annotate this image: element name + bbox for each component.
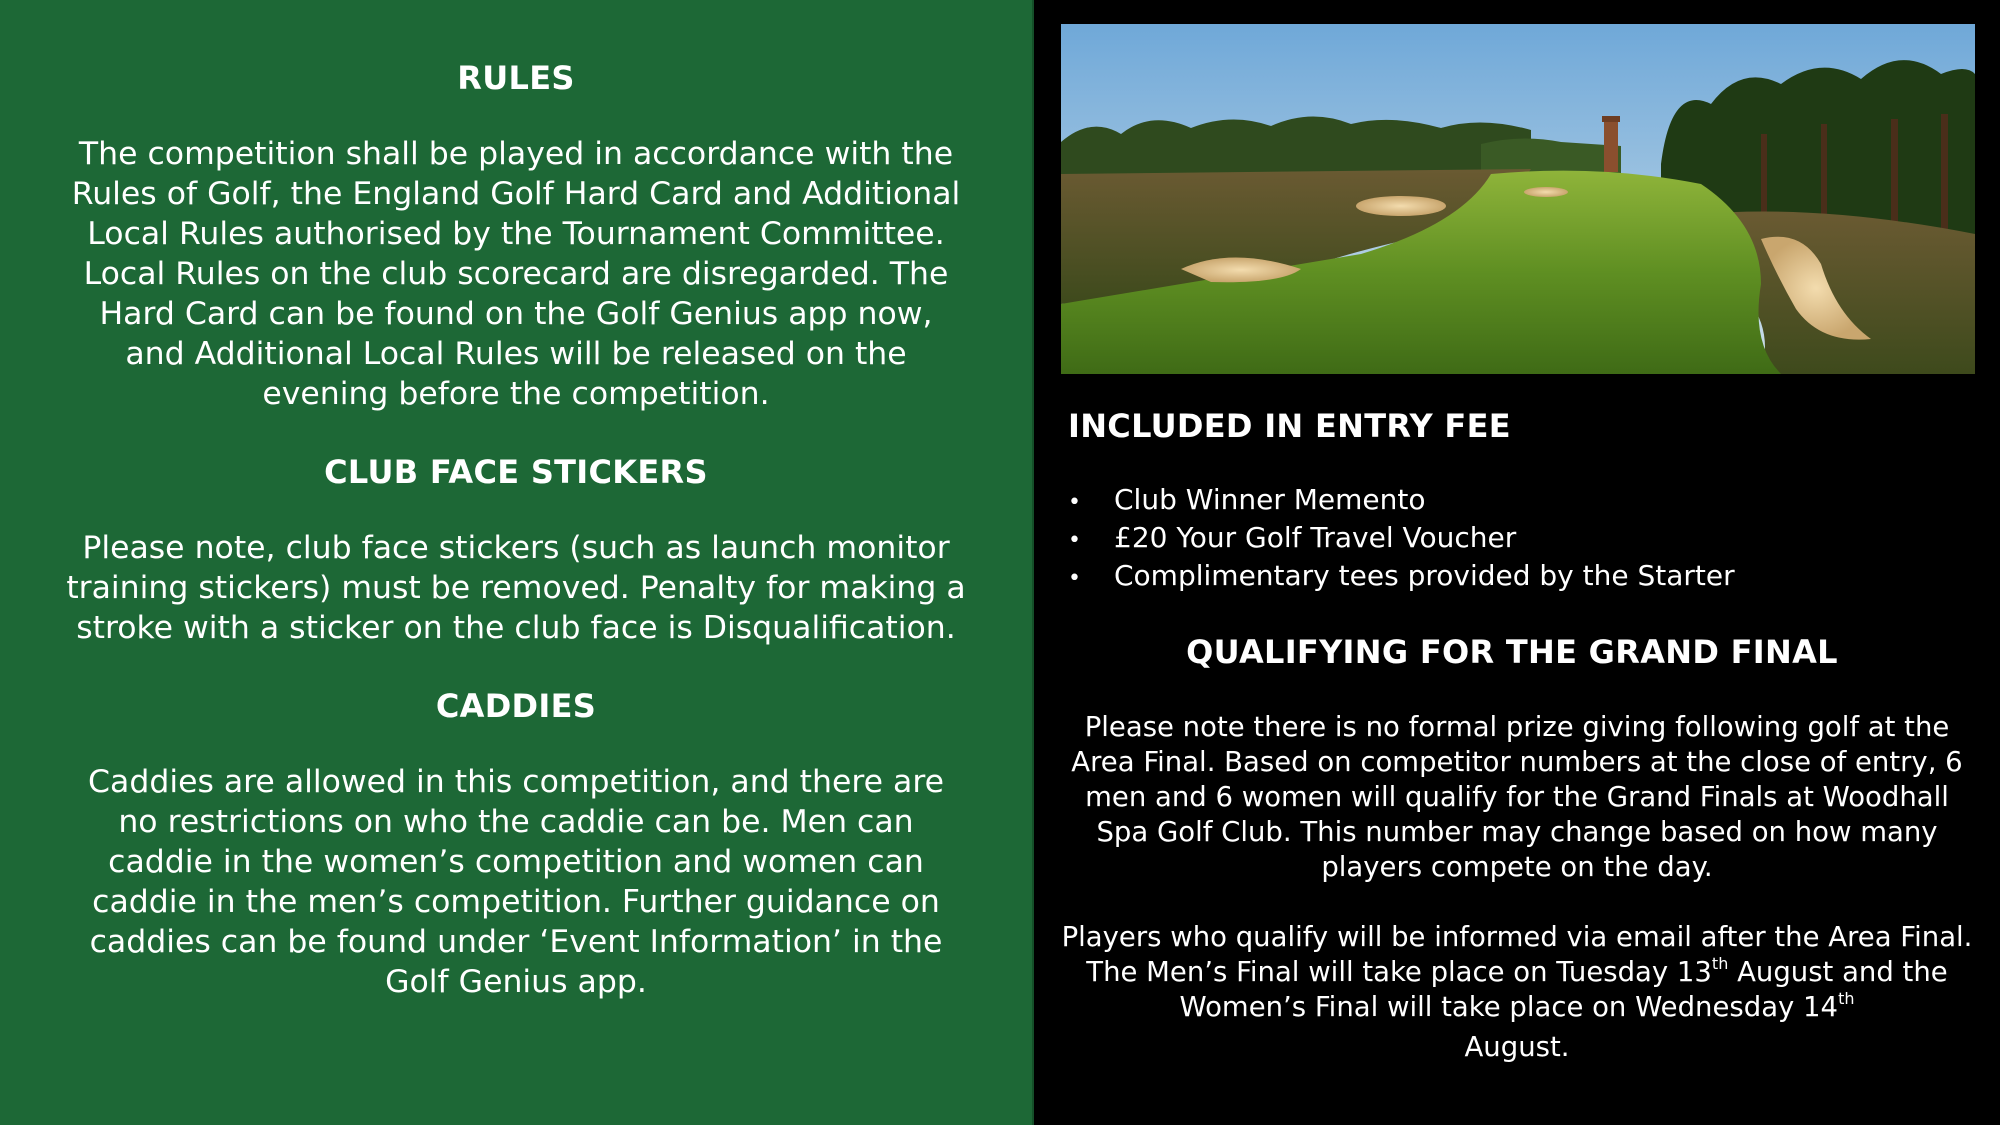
- golf-course-photo-icon: [1061, 24, 1975, 374]
- bullet-icon: •: [1068, 528, 1081, 553]
- caddies-heading: CADDIES: [435, 687, 597, 725]
- ordinal-suffix: th: [1838, 989, 1855, 1008]
- list-item-label: Complimentary tees provided by the Starter: [1114, 559, 1735, 592]
- stickers-heading: CLUB FACE STICKERS: [324, 453, 708, 491]
- right-panel: [1034, 0, 2000, 1125]
- qualifying-paragraph-2: [1060, 920, 1974, 1069]
- qualifying-text-c: August.: [1464, 1031, 1570, 1063]
- entry-fee-list: [1068, 482, 1735, 596]
- list-item-label: £20 Your Golf Travel Voucher: [1114, 521, 1517, 554]
- stickers-body: Please note, club face stickers (such as launch monitor training stickers) must be removed. Penalty for making a stroke with a sticker on the club face is Disqualification.: [66, 530, 966, 646]
- qualifying-text-a: Players who qualify will be informed via email after the Area Final. The Men’s Final will take place on Tuesday 13: [1061, 921, 1973, 988]
- ordinal-suffix: th: [1711, 954, 1729, 973]
- rules-body: The competition shall be played in accordance with the Rules of Golf, the England Golf Hard Card and Additional Local Rules authorised by the Tournament Committee. Local Rules on the club scorecard are disregarded. The Hard Card can be found on the Golf Genius app now, and Additional Local Rules will be released on the evening before the competition.: [71, 136, 961, 412]
- caddies-body: Caddies are allowed in this competition, and there are no restrictions on who the caddie can be. Men can caddie in the women’s competition and women can caddie in the men’s competition. Further guidance on caddies can be found under ‘Event Information’ in the Golf Genius app.: [88, 764, 944, 1000]
- bullet-icon: •: [1068, 566, 1081, 591]
- qualifying-text-b: August and the Women’s Final will take place on Wednesday 14: [1179, 956, 1948, 1023]
- bullet-icon: •: [1068, 490, 1081, 515]
- qualifying-paragraph-1: Please note there is no formal prize giving following golf at the Area Final. Based on competitor numbers at the close of entry, 6 men and 6 women will qualify for the Grand Finals at Woodhall Spa Golf Club. This number may change based on how many players compete on the day.: [1071, 711, 1963, 883]
- list-item: [1068, 520, 1735, 558]
- qualifying-heading: QUALIFYING FOR THE GRAND FINAL: [1186, 633, 1838, 671]
- entry-fee-heading: INCLUDED IN ENTRY FEE: [1068, 407, 1511, 445]
- list-item-label: Club Winner Memento: [1114, 483, 1426, 516]
- list-item: [1068, 482, 1735, 520]
- rules-heading: RULES: [457, 59, 575, 97]
- list-item: [1068, 558, 1735, 596]
